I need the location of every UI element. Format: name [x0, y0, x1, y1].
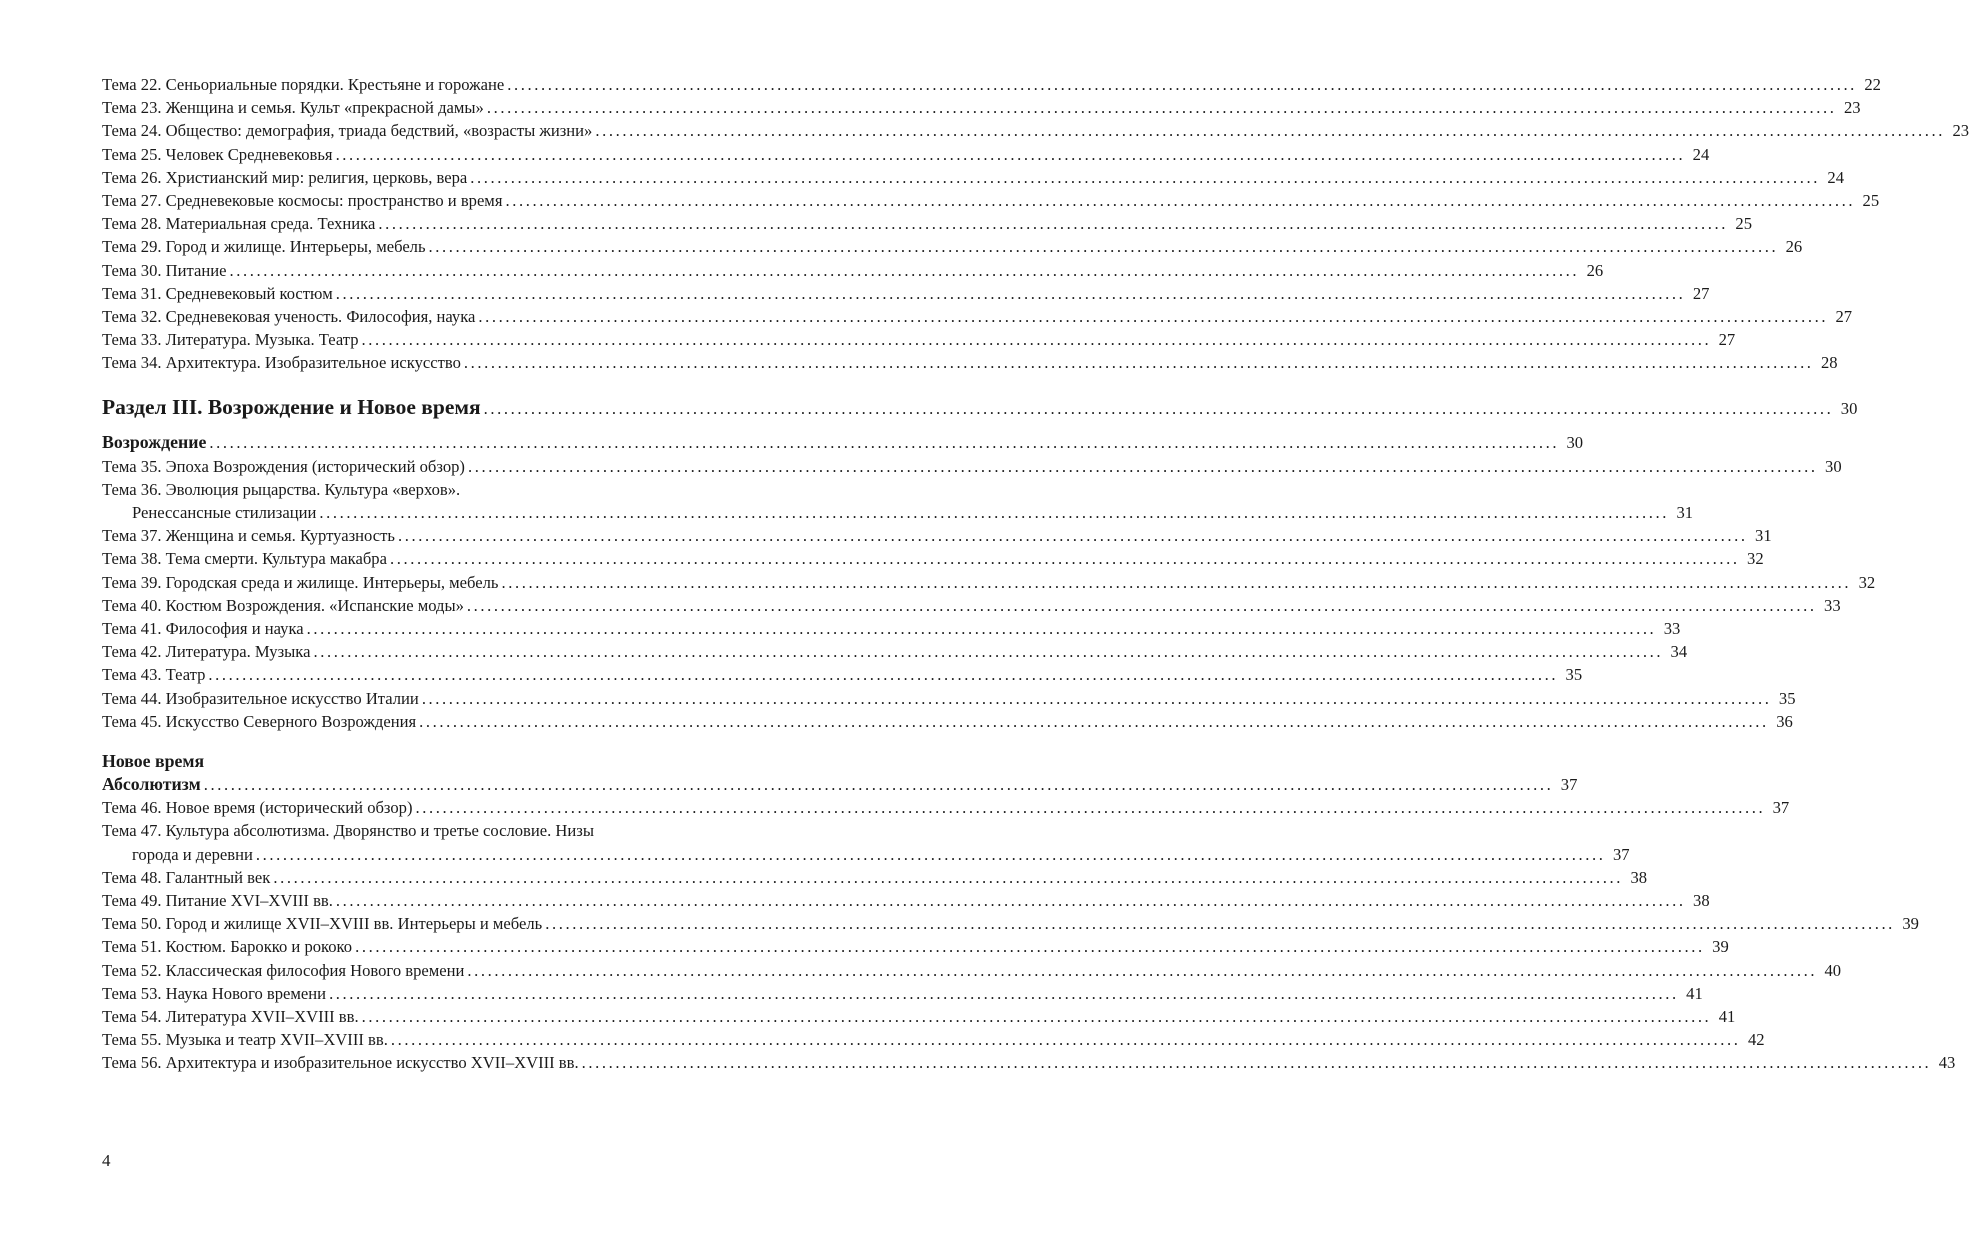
- dot-leader: ........................................................................................................................................................................................................: [415, 798, 1766, 818]
- page-ref: 40: [1824, 960, 1842, 980]
- entry-title: Тема 40. Костюм Возрождения. «Испанские моды»: [102, 595, 464, 615]
- dot-leader: ........................................................................................................................................................................................................: [361, 330, 1712, 350]
- entry-title: Тема 38. Тема смерти. Культура макабра: [102, 549, 387, 569]
- toc-entry[interactable]: [102, 212, 1753, 235]
- entry-title: Тема 50. Город и жилище XVII–XVIII вв. Интерьеры и мебель: [102, 914, 543, 934]
- toc-entry-first-line: Тема 36. Эволюция рыцарства. Культура «верхов».: [102, 479, 461, 499]
- page-ref: 38: [1630, 867, 1648, 887]
- entry-title: Тема 45. Искусство Северного Возрождения: [102, 711, 417, 731]
- toc-entry[interactable]: [102, 305, 1853, 328]
- toc-entry[interactable]: [102, 524, 1772, 547]
- dot-leader: ........................................................................................................................................................................................................: [421, 688, 1772, 708]
- dot-leader: ........................................................................................................................................................................................................: [507, 75, 1857, 94]
- toc-section-absolutism[interactable]: [102, 773, 1578, 796]
- page-ref: 22: [1864, 75, 1881, 94]
- page-ref: 32: [1858, 572, 1876, 592]
- page-ref: 32: [1747, 549, 1764, 569]
- dot-leader: ........................................................................................................................................................................................................: [505, 190, 1856, 210]
- toc-entry[interactable]: [102, 143, 1710, 166]
- entry-title: Тема 33. Литература. Музыка. Театр: [102, 330, 359, 350]
- toc-entry[interactable]: [102, 189, 1880, 212]
- dot-leader: ........................................................................................................................................................................................................: [466, 595, 1817, 615]
- dot-leader: ........................................................................................................................................................................................................: [313, 642, 1664, 662]
- page-ref: 35: [1565, 665, 1583, 685]
- dot-leader: ........................................................................................................................................................................................................: [355, 937, 1705, 957]
- section-title: Абсолютизм: [102, 774, 201, 795]
- dot-leader: ........................................................................................................................................................................................................: [209, 433, 1560, 453]
- page-number: 4: [102, 1151, 111, 1170]
- toc-entry[interactable]: [102, 235, 1803, 258]
- toc-entry[interactable]: [102, 982, 1703, 1005]
- page-ref: 25: [1862, 190, 1880, 210]
- dot-leader: ........................................................................................................................................................................................................: [335, 283, 1686, 303]
- entry-title: Тема 39. Городская среда и жилище. Интерьеры, мебель: [102, 572, 499, 592]
- dot-leader: ........................................................................................................................................................................................................: [467, 456, 1818, 476]
- page-ref: 36: [1776, 711, 1793, 731]
- toc-part-3[interactable]: [102, 392, 1858, 422]
- page-ref: 31: [1676, 503, 1694, 522]
- entry-title: Тема 54. Литература XVII–XVIII вв.: [102, 1006, 359, 1026]
- dot-leader: ........................................................................................................................................................................................................: [595, 121, 1946, 141]
- entry-title: Тема 22. Сеньориальные порядки. Крестьяне и горожане: [102, 75, 505, 94]
- dot-leader: ........................................................................................................................................................................................................: [463, 353, 1814, 373]
- dot-leader: ........................................................................................................................................................................................................: [478, 306, 1829, 326]
- toc-entry[interactable]: [102, 935, 1729, 958]
- toc-entry[interactable]: [102, 617, 1681, 640]
- page-ref: 39: [1902, 914, 1919, 934]
- dot-leader: ........................................................................................................................................................................................................: [329, 983, 1679, 1003]
- entry-title: Тема 52. Классическая философия Нового времени: [102, 960, 465, 980]
- entry-title: Тема 34. Архитектура. Изобразительное искусство: [102, 353, 461, 373]
- page-ref: 41: [1686, 983, 1703, 1003]
- page-ref: 24: [1827, 167, 1844, 187]
- toc-entry[interactable]: [102, 866, 1648, 889]
- page-ref: 24: [1692, 144, 1710, 164]
- entry-title: Тема 56. Архитектура и изобразительное искусство XVII–XVIII вв.: [102, 1053, 579, 1073]
- dot-leader: ........................................................................................................................................................................................................: [483, 399, 1834, 419]
- toc-entry[interactable]: [102, 1028, 1765, 1051]
- page-ref: 27: [1835, 306, 1853, 326]
- toc-entry[interactable]: [102, 663, 1583, 686]
- page-ref: 35: [1778, 688, 1796, 708]
- entry-title: Тема 55. Музыка и театр XVII–XVIII вв.: [102, 1030, 388, 1050]
- toc-section-renaissance[interactable]: [102, 431, 1584, 454]
- entry-title: Тема 49. Питание XVI–XVIII вв.: [102, 891, 333, 910]
- table-of-contents: [102, 73, 1969, 1075]
- page-ref: 42: [1747, 1030, 1765, 1050]
- page-ref: 33: [1824, 595, 1841, 615]
- toc-entry-first-line: Тема 47. Культура абсолютизма. Дворянство и третье сословие. Низы: [102, 821, 594, 841]
- toc-entry[interactable]: [102, 351, 1838, 374]
- entry-title: Тема 46. Новое время (исторический обзор): [102, 798, 413, 818]
- entry-title: Ренессансные стилизации: [132, 503, 317, 522]
- section-title: Возрождение: [102, 432, 207, 453]
- toc-entry[interactable]: [102, 796, 1790, 819]
- page-ref: 27: [1692, 283, 1710, 303]
- toc-entry[interactable]: [102, 889, 1710, 912]
- entry-title: Тема 35. Эпоха Возрождения (исторический обзор): [102, 456, 465, 476]
- section-heading-modern: Новое время: [102, 750, 205, 771]
- dot-leader: ........................................................................................................................................................................................................: [208, 665, 1559, 685]
- toc-entry[interactable]: [102, 455, 1842, 478]
- entry-title: Тема 42. Литература. Музыка: [102, 642, 311, 662]
- toc-group-renaissance: [102, 455, 1876, 733]
- toc-entry[interactable]: [102, 119, 1969, 142]
- dot-leader: ........................................................................................................................................................................................................: [335, 144, 1686, 164]
- toc-entry[interactable]: [102, 166, 1844, 189]
- page-ref: 37: [1772, 798, 1790, 818]
- part-title: Раздел III. Возрождение и Новое время: [102, 395, 481, 420]
- entry-title: Тема 53. Наука Нового времени: [102, 983, 327, 1003]
- dot-leader: ........................................................................................................................................................................................................: [486, 98, 1837, 118]
- entry-title: Тема 48. Галантный век: [102, 867, 271, 887]
- page-ref: 28: [1820, 353, 1838, 373]
- dot-leader: ........................................................................................................................................................................................................: [255, 844, 1606, 864]
- page-ref: 31: [1755, 526, 1772, 546]
- toc-entry[interactable]: [102, 73, 1881, 96]
- entry-title: Тема 24. Общество: демография, триада бедствий, «возрасты жизни»: [102, 121, 593, 141]
- toc-group-middle-ages: [102, 73, 1969, 374]
- page-ref: 43: [1938, 1053, 1956, 1073]
- entry-title: Тема 43. Театр: [102, 665, 206, 685]
- page-ref: 30: [1566, 433, 1584, 453]
- entry-title: Тема 26. Христианский мир: религия, церковь, вера: [102, 167, 468, 187]
- page-ref: 30: [1825, 456, 1842, 476]
- entry-title: Тема 25. Человек Средневековья: [102, 144, 333, 164]
- page-ref: 37: [1612, 844, 1630, 864]
- dot-leader: ........................................................................................................................................................................................................: [335, 891, 1686, 910]
- dot-leader: ........................................................................................................................................................................................................: [229, 260, 1580, 280]
- toc-entry[interactable]: [102, 282, 1710, 305]
- dot-leader: ........................................................................................................................................................................................................: [501, 572, 1852, 592]
- toc-entry[interactable]: [102, 1051, 1956, 1074]
- page-ref: 27: [1718, 330, 1736, 350]
- page-ref: 23: [1843, 98, 1861, 118]
- entry-title: Тема 23. Женщина и семья. Культ «прекрасной дамы»: [102, 98, 484, 118]
- dot-leader: ........................................................................................................................................................................................................: [397, 526, 1748, 546]
- toc-entry[interactable]: [102, 959, 1842, 982]
- page-ref: 41: [1718, 1006, 1736, 1026]
- toc-entry[interactable]: [102, 328, 1736, 351]
- dot-leader: ........................................................................................................................................................................................................: [389, 549, 1740, 569]
- toc-entry[interactable]: [102, 594, 1841, 617]
- toc-group-modern: [102, 796, 1956, 1074]
- page-ref: 26: [1586, 260, 1604, 280]
- entry-title: Тема 29. Город и жилище. Интерьеры, мебель: [102, 237, 426, 257]
- page-ref: 38: [1693, 891, 1710, 910]
- toc-entry[interactable]: [102, 912, 1919, 935]
- page-ref: 23: [1952, 121, 1969, 141]
- page-ref: 39: [1712, 937, 1729, 957]
- entry-title: Тема 31. Средневековый костюм: [102, 283, 333, 303]
- page-ref: 25: [1735, 214, 1753, 234]
- dot-leader: ........................................................................................................................................................................................................: [378, 214, 1729, 234]
- dot-leader: ........................................................................................................................................................................................................: [467, 960, 1818, 980]
- toc-entry[interactable]: [102, 259, 1604, 282]
- dot-leader: ........................................................................................................................................................................................................: [428, 237, 1779, 257]
- entry-title: города и деревни: [132, 844, 253, 864]
- page-ref: 37: [1560, 775, 1578, 795]
- entry-title: Тема 51. Костюм. Барокко и рококо: [102, 937, 353, 957]
- toc-entry[interactable]: [102, 571, 1876, 594]
- dot-leader: ........................................................................................................................................................................................................: [470, 167, 1820, 187]
- entry-title: Тема 37. Женщина и семья. Куртуазность: [102, 526, 395, 546]
- dot-leader: ........................................................................................................................................................................................................: [419, 711, 1769, 731]
- toc-entry[interactable]: [102, 687, 1796, 710]
- entry-title: Тема 27. Средневековые космосы: пространство и время: [102, 190, 503, 210]
- toc-entry[interactable]: [102, 501, 1694, 524]
- dot-leader: ........................................................................................................................................................................................................: [390, 1030, 1741, 1050]
- toc-entry[interactable]: [102, 640, 1688, 663]
- entry-title: Тема 30. Питание: [102, 260, 227, 280]
- toc-entry[interactable]: [102, 843, 1630, 866]
- dot-leader: ........................................................................................................................................................................................................: [319, 503, 1670, 522]
- dot-leader: ........................................................................................................................................................................................................: [306, 618, 1657, 638]
- entry-title: Тема 28. Материальная среда. Техника: [102, 214, 376, 234]
- page-ref: 33: [1663, 618, 1681, 638]
- page-ref: 30: [1840, 399, 1858, 419]
- dot-leader: ........................................................................................................................................................................................................: [545, 914, 1895, 934]
- dot-leader: ........................................................................................................................................................................................................: [273, 867, 1624, 887]
- entry-title: Тема 41. Философия и наука: [102, 618, 304, 638]
- dot-leader: ........................................................................................................................................................................................................: [203, 775, 1554, 795]
- dot-leader: ........................................................................................................................................................................................................: [581, 1053, 1932, 1073]
- page-ref: 26: [1785, 237, 1803, 257]
- page-ref: 34: [1670, 642, 1688, 662]
- dot-leader: ........................................................................................................................................................................................................: [361, 1006, 1712, 1026]
- entry-title: Тема 44. Изобразительное искусство Италии: [102, 688, 419, 708]
- toc-entry[interactable]: [102, 96, 1861, 119]
- entry-title: Тема 32. Средневековая ученость. Философия, наука: [102, 306, 476, 326]
- toc-entry[interactable]: [102, 710, 1793, 733]
- toc-entry[interactable]: [102, 547, 1764, 570]
- toc-entry[interactable]: [102, 1005, 1736, 1028]
